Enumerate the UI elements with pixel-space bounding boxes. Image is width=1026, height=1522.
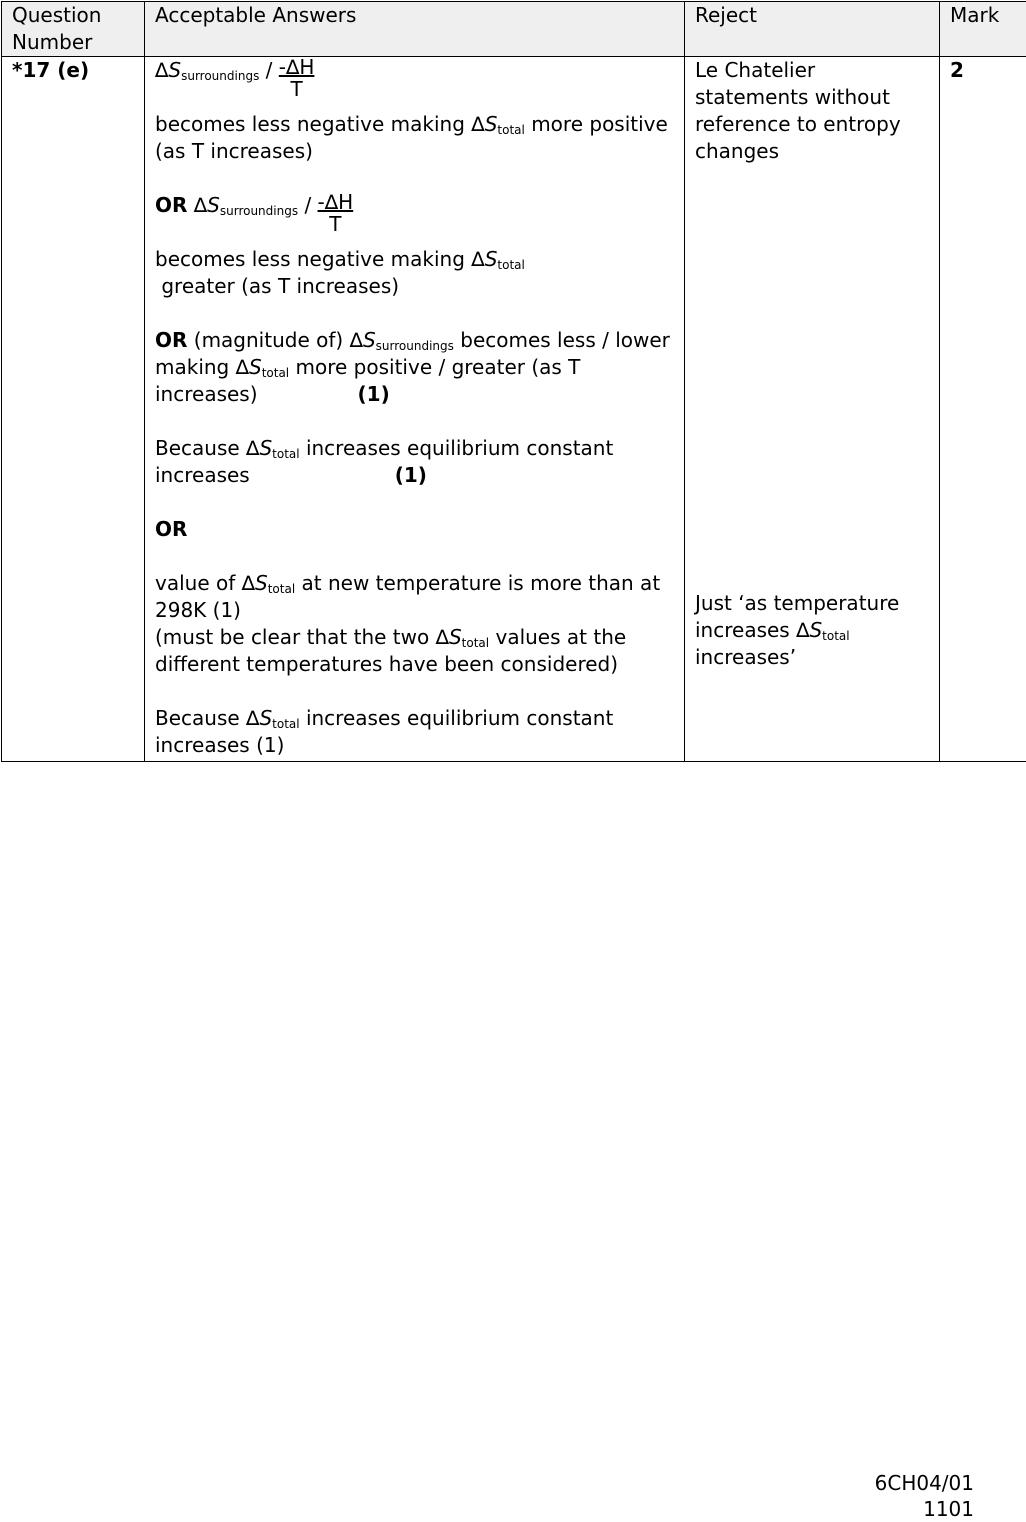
header-row bbox=[2, 2, 1026, 57]
answer-must-be-clear: (must be clear that the two $\Delta S_{total}$ values at the different temperatures have been considered) bbox=[155, 624, 674, 678]
answer-or: OR bbox=[155, 516, 674, 543]
page-number: 1101 bbox=[875, 1496, 974, 1522]
question-number: *17 (e) bbox=[12, 58, 89, 82]
reject-cell bbox=[685, 57, 940, 762]
answer-option-2-text: becomes less negative making $\Delta S_{total}$ greater (as T increases) bbox=[155, 246, 674, 300]
table-row bbox=[2, 57, 1026, 762]
acceptable-answers-cell bbox=[145, 57, 685, 762]
header-acceptable-answers: Acceptable Answers bbox=[145, 2, 685, 57]
mark-cell bbox=[940, 57, 1026, 762]
answer-option-1-text: becomes less negative making $\Delta S_{total}$ more positive (as T increases) bbox=[155, 111, 674, 165]
answer-because: Because $\Delta S_{total}$ increases equilibrium constant increases (1) bbox=[155, 435, 674, 489]
answer-value-of: value of $\Delta S_{total}$ at new temperature is more than at 298K (1) bbox=[155, 570, 674, 624]
fraction-dh-over-t: $\frac{-\Delta H}{T}$ bbox=[279, 57, 315, 99]
header-reject: Reject bbox=[685, 2, 940, 57]
answer-option-1: $\Delta S_{surroundings}$ / $\frac{-\Delta H}{T}$ bbox=[155, 57, 674, 111]
answer-because-2: Because $\Delta S_{total}$ increases equilibrium constant increases (1) bbox=[155, 705, 674, 759]
mark-1b: (1) bbox=[395, 462, 427, 489]
reject-just-as-temperature: Just ‘as temperature increases $\Delta S_{total}$ increases’ bbox=[695, 590, 929, 671]
header-question-number: Question Number bbox=[2, 2, 145, 57]
page-footer bbox=[875, 1470, 974, 1522]
question-number-cell bbox=[2, 57, 145, 762]
mark-scheme-table bbox=[1, 1, 1026, 762]
fraction-dh-over-t-2: $\frac{-\Delta H}{T}$ bbox=[318, 192, 354, 234]
mark-1a: (1) bbox=[358, 381, 390, 408]
answer-option-3-text: OR (magnitude of) $\Delta S_{surroundings}$ becomes less / lower making $\Delta S_{total}$ more positive / greater (as T increases) (1) bbox=[155, 327, 674, 408]
answer-option-2: OR $\Delta S_{surroundings}$ / $\frac{-\Delta H}{T}$ bbox=[155, 192, 674, 246]
reject-le-chatelier: Le Chatelier statements without reference to entropy changes bbox=[695, 57, 929, 165]
paper-code: 6CH04/01 bbox=[875, 1470, 974, 1496]
mark-total: 2 bbox=[950, 58, 964, 82]
header-mark: Mark bbox=[940, 2, 1026, 57]
